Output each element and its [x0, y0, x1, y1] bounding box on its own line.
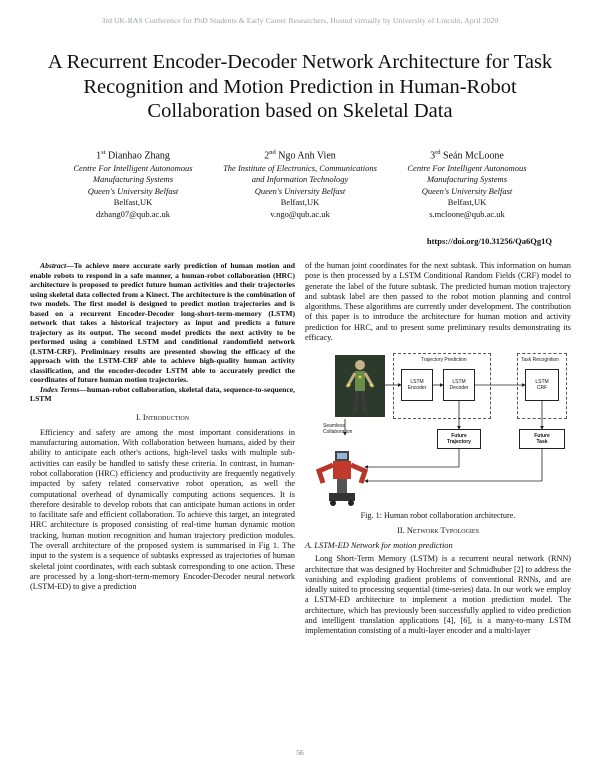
abstract	[30, 261, 295, 385]
author-3	[382, 147, 552, 220]
author-affiliation: Queen's University Belfast	[254, 185, 346, 196]
seamless-collaboration-label: Seamless Collaboration	[323, 423, 353, 436]
index-terms-text: —human-robot collaboration, skeletal data, sequence-to-sequence, LSTM	[30, 384, 295, 403]
author-location: Belfast,UK	[447, 197, 487, 208]
future-task-block: Future Task	[519, 429, 565, 449]
author-email: v.ngo@qub.ac.uk	[270, 208, 330, 219]
subsection-heading: A. LSTM-ED Network for motion prediction	[305, 540, 453, 550]
author-affiliation: Queen's University Belfast	[87, 185, 179, 196]
index-terms	[30, 385, 295, 404]
author-email: dzhang07@qub.ac.uk	[96, 208, 170, 219]
lstm-decoder-block: LSTM Decoder	[443, 369, 475, 401]
future-trajectory-block: Future Trajectory	[437, 429, 481, 449]
lstm-ed-text: Long Short-Term Memory (LSTM) is a recurrent neural network (RNN) architecture that was designed by Hochreiter and Schmidhuber [2] to address the vanishing and exploding gradient problems of conventional RNNs, and are ideally suited to processing sequential (time-series) data. In our work we employ a LSTM-ED architecture to implement a motion prediction model. The architecture, which has previously been successfully applied to video prediction and intelligent translation applications [4], [6], is a many-to-many LSTM implementation consisting of a multi-layer encoder and a multi-layer	[305, 554, 571, 636]
abstract-text: —To achieve more accurate early prediction of human motion and enable robots to respond in a safe manner, a human-robot collaboration (HRC) architecture is proposed to predict future human activities and their trajectories using skeletal data collected from a Kinect. The architecture is the combination of two models. The first model is designed to predict motion trajectories and is based on a recurrent Encoder-Decoder long-short-term-memory (LSTM) network that takes a historical trajectory as input and predicts a future trajectory as its output. The second model predicts the next activity to be performed using a combined LSTM and conditional randomfield network (LSTM-CRF). Preliminary results are presented showing the efficacy of the approach with the LSTM-CRF able to achieve high-quality human activity classification, and the encoder-decoder LSTM able to accurately predict the coordinates of future human motion trajectories.	[30, 261, 295, 384]
author-affiliation: Centre For Intelligent Autonomous	[73, 162, 193, 173]
left-column	[30, 261, 295, 593]
author-location: Belfast,UK	[280, 197, 320, 208]
robot-image	[313, 441, 373, 507]
author-email: s.mcloone@qub.ac.uk	[429, 208, 505, 219]
author-affiliation: The Institute of Electronics, Communications	[223, 162, 377, 173]
task-recognition-label: Task Recognition	[521, 357, 560, 364]
lstm-encoder-block: LSTM Encoder	[401, 369, 433, 401]
intro-continued-text: of the human joint coordinates for the next subtask. This information on human pose is then processed by a LSTM Conditional Random Fields (CRF) model to generate the label of the future subtask. The predicted human motion trajectory and subtask label are then passed to the robot motion planning and control algorithms. These algorithms are currently under development. The contribution of this paper is to introduce the architecture for human motion and activity prediction for HRC, and to present some preliminary results demonstrating its efficacy.	[305, 261, 571, 343]
lstm-crf-block: LSTM CRF	[525, 369, 559, 401]
section-heading-introduction: I. Introduction	[135, 412, 190, 422]
author-affiliation: and Information Technology	[251, 174, 349, 185]
architecture-figure	[305, 349, 571, 509]
page-number: 56	[296, 748, 304, 757]
introduction-text: Efficiency and safety are among the most important considerations in manufacturing automation. With collaboration between humans, aided by their ability to anticipate each other's actions, high-level tasks with multiple sub-activities can easily be handled to satisfy these criteria. In contrast, in human-robot collaboration (HRC) efficiency and productivity are frequently negatively impacted by safety related conservative robot operation, as well the computational overhead of dynamically computing actions sequences. It is therefore desirable to develop robots that can anticipate human actions in order to facilitate safe and efficient collaboration. To achieve this target, an integrated HRC architecture is proposed consisting of real-time human dynamic motion tracking, human motion recognition and human trajectory prediction modules. The overall architecture of the proposed system is summarised in Fig 1. The input to the system is a sequence of subtasks expressed as trajectories of human skeletal joint coordinates, with each subtask corresponding to one action. These are processed by a long-short-term-memory Encoder-Decoder neural network (LSTM-ED) to give a prediction	[30, 427, 295, 592]
paper-title: A Recurrent Encoder-Decoder Network Architecture for Task Recognition and Motion Prediction in Human-Robot Collaboration based on Skeletal Data	[47, 51, 553, 122]
author-affiliation: Manufacturing Systems	[426, 174, 508, 185]
author-affiliation: Queen's University Belfast	[421, 185, 513, 196]
index-terms-label: Index Terms	[40, 384, 80, 394]
author-1	[48, 147, 218, 220]
trajectory-prediction-label: Trajectory Prediction	[421, 357, 467, 364]
section-heading-network-typologies: II. Network Typologies	[397, 525, 479, 535]
figure-caption: Fig. 1: Human robot collaboration architecture.	[360, 511, 516, 521]
doi-link[interactable]: https://doi.org/10.31256/Qa6Qg1Q	[426, 236, 552, 246]
author-affiliation: Manufacturing Systems	[92, 174, 174, 185]
right-column	[305, 261, 571, 637]
author-2	[200, 147, 400, 220]
author-name: 2nd Ngo Anh Vien	[264, 149, 336, 162]
abstract-label: Abstract	[40, 261, 67, 270]
author-location: Belfast,UK	[113, 197, 153, 208]
author-affiliation: Centre For Intelligent Autonomous	[407, 162, 527, 173]
author-name: 3rd Seán McLoone	[430, 149, 504, 162]
conference-header: 3rd UK-RAS Conference for PhD Students & Early Career Researchers, Hosted virtually by University of Lincoln, April 2020	[101, 16, 499, 25]
author-name: 1st Dianhao Zhang	[96, 149, 170, 162]
